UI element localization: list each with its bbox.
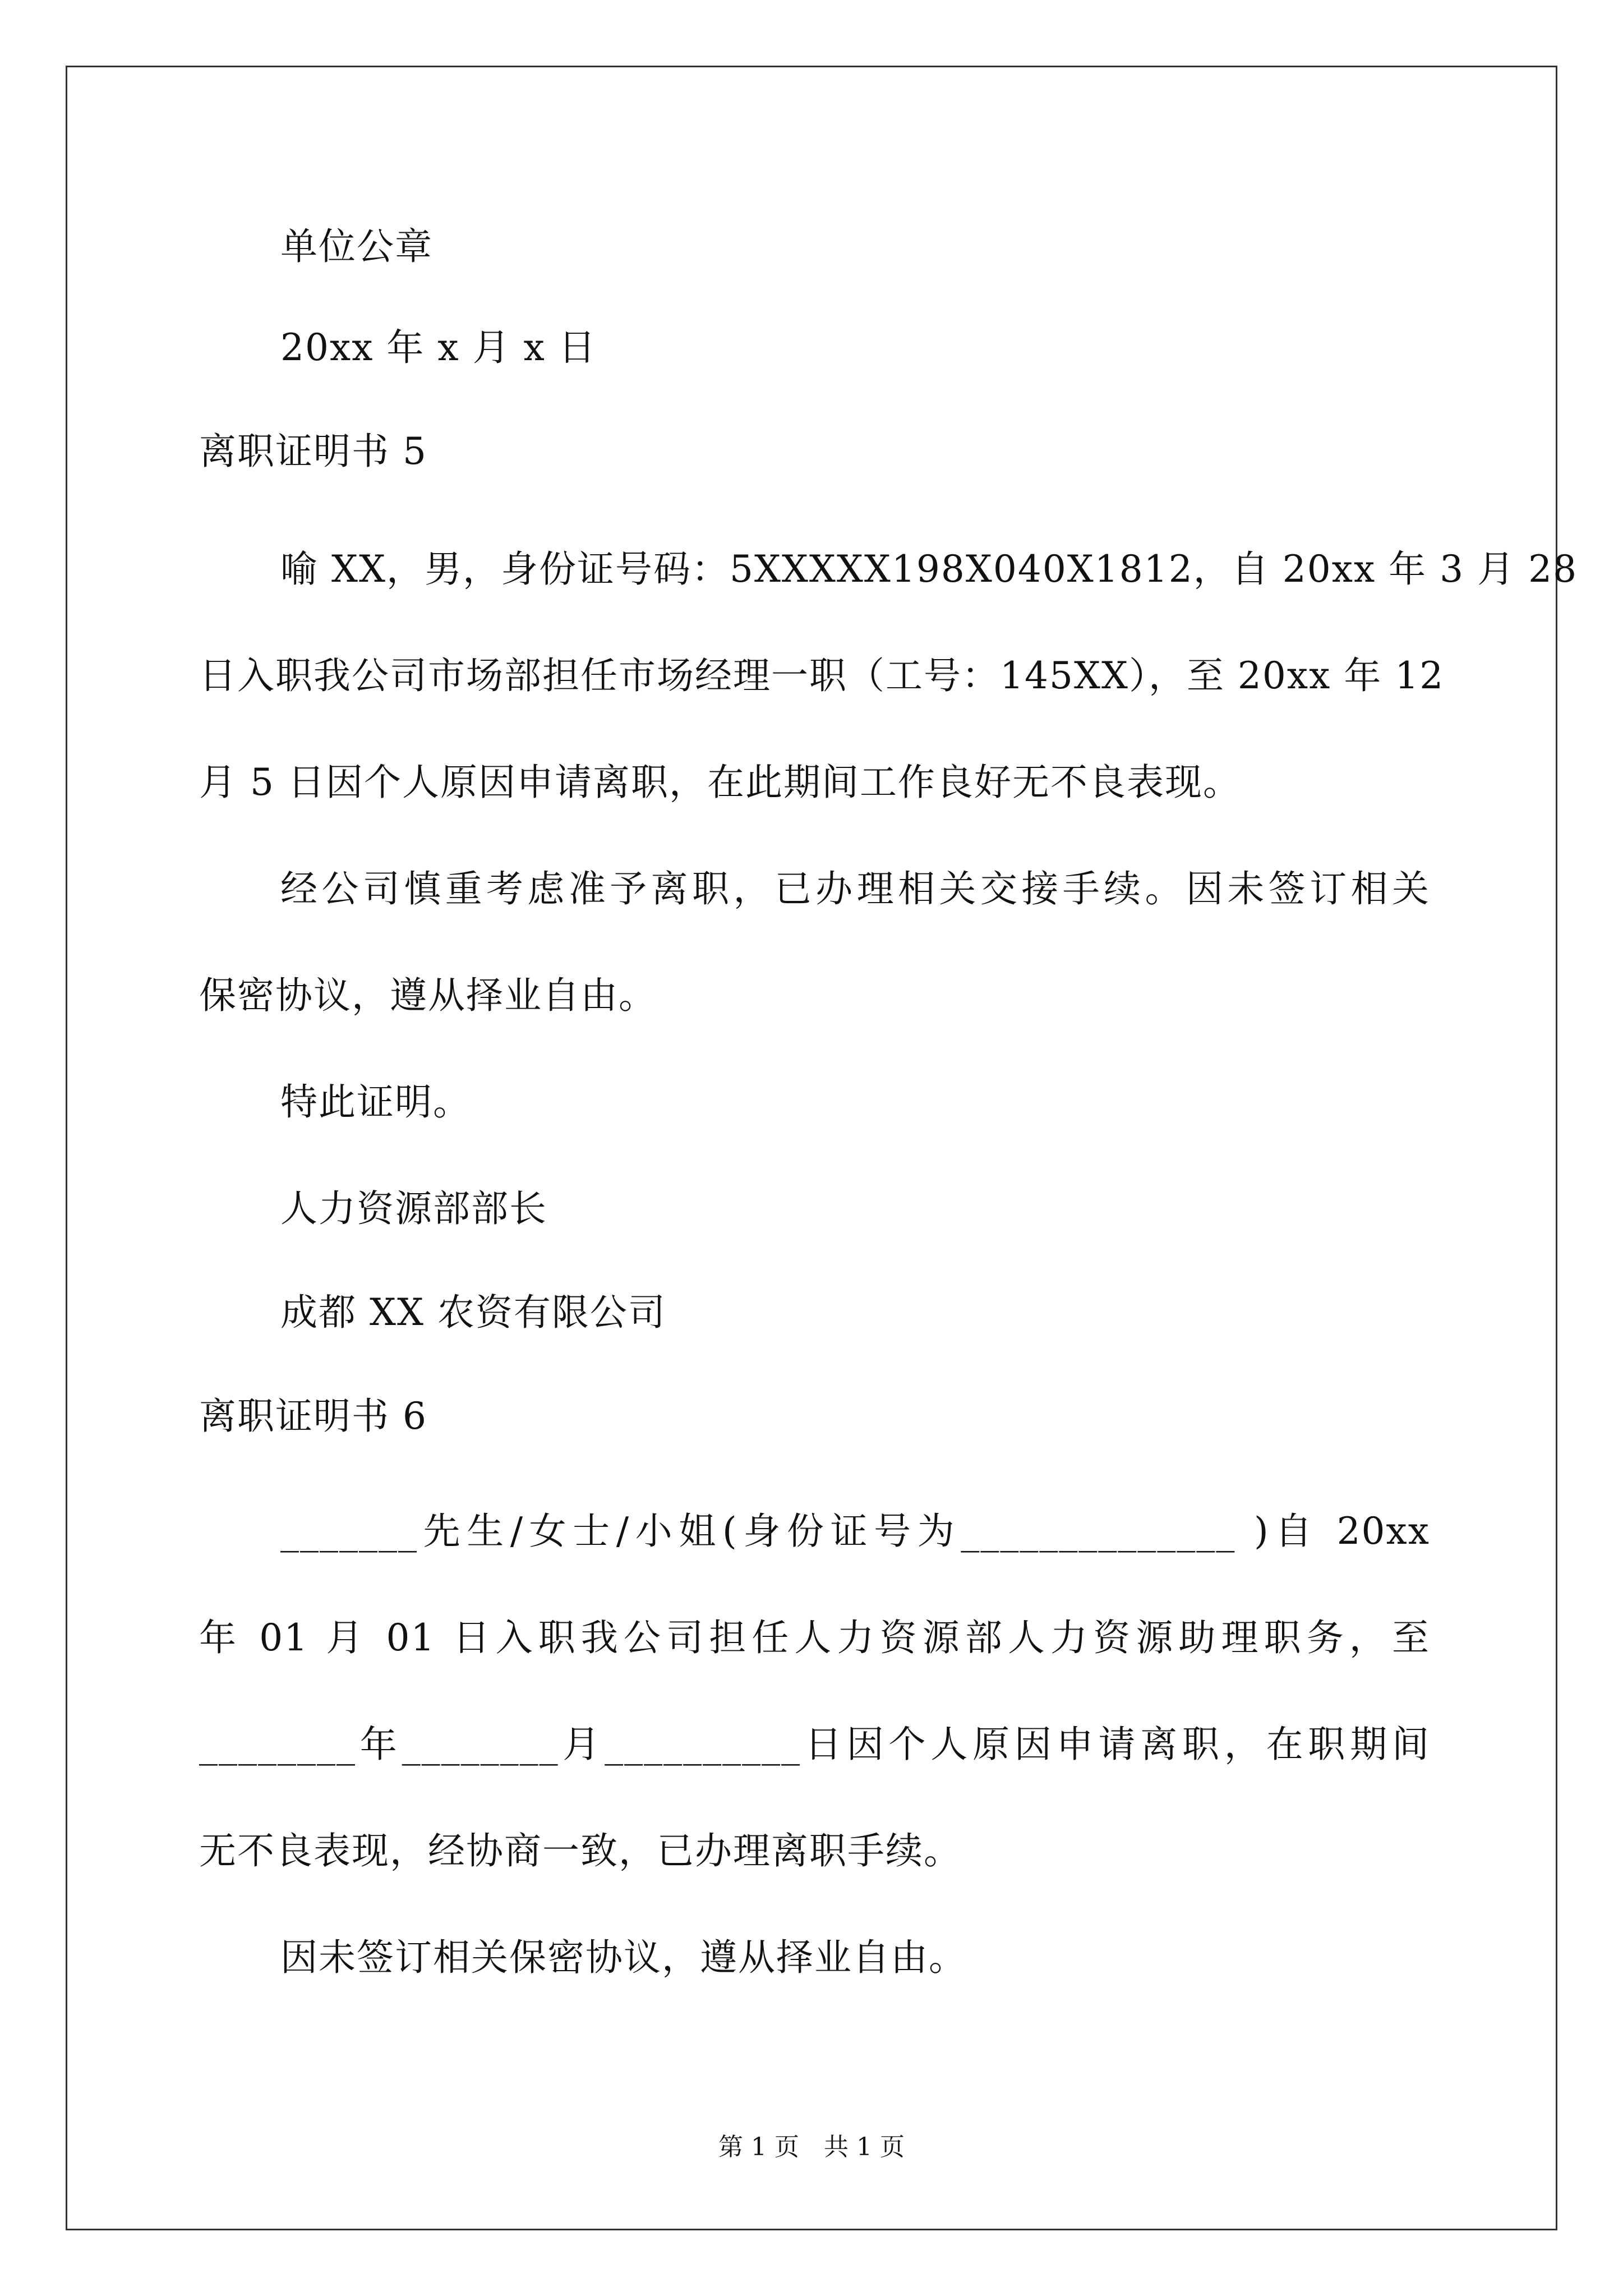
paragraph-line: ________年________月__________日因个人原因申请离职，在职期间 [199,1723,1430,1766]
paragraph-line: 因未签订相关保密协议，遵从择业自由。 [280,1936,967,1979]
paragraph-line: 年 01 月 01 日入职我公司担任人力资源部人力资源助理职务，至 [199,1616,1430,1659]
paragraph-line: 经公司慎重考虑准予离职，已办理相关交接手续。因未签订相关 [280,867,1430,910]
page-number-footer: 第 1 页 共 1 页 [718,2133,905,2161]
paragraph-line: _______先生/女士/小姐(身份证号为______________ )自 20xx [280,1510,1430,1553]
page-frame [66,66,1578,2230]
section-title-5: 离职证明书 5 [199,430,427,473]
company-name: 成都 XX 农资有限公司 [280,1291,666,1334]
certification-statement: 特此证明。 [280,1080,471,1124]
section-title-6: 离职证明书 6 [199,1395,427,1438]
signatory-title: 人力资源部部长 [280,1187,547,1230]
paragraph-line: 保密协议，遵从择业自由。 [199,974,657,1017]
date-line: 20xx 年 x 月 x 日 [280,326,597,369]
company-seal-label: 单位公章 [280,225,433,268]
paragraph-line: 日入职我公司市场部担任市场经理一职（工号：145XX），至 20xx 年 12 [199,654,1445,697]
paragraph-line: 月 5 日因个人原因申请离职，在此期间工作良好无不良表现。 [199,761,1241,804]
paragraph-line: 无不良表现，经协商一致，已办理离职手续。 [199,1829,962,1872]
paragraph-line: 喻 XX，男，身份证号码：5XXXXX198X040X1812，自 20xx 年 3 月 28 [280,547,1578,591]
